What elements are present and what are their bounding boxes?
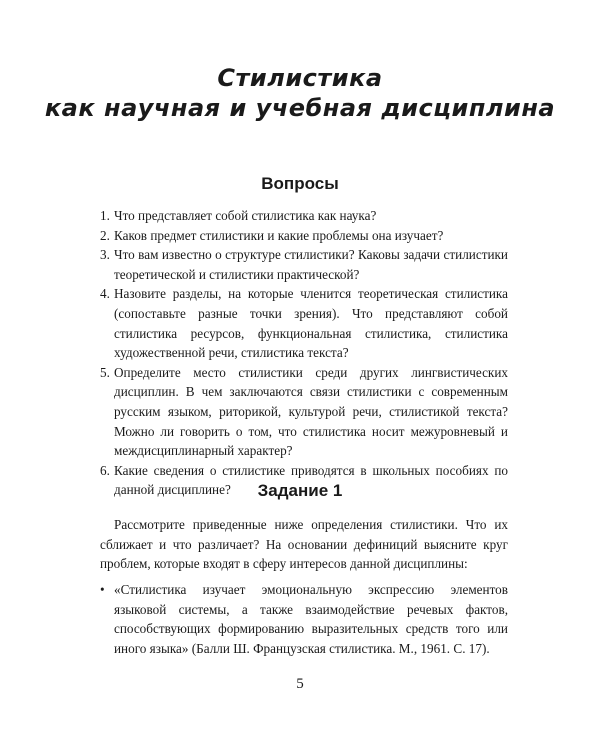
definitions-list <box>100 580 508 658</box>
question-text: Что представляет собой стилистика как наука? <box>114 208 377 223</box>
questions-list <box>100 206 508 500</box>
question-number: 1. <box>100 208 110 223</box>
question-number: 5. <box>100 364 110 380</box>
question-item <box>100 206 508 226</box>
question-number: 6. <box>100 462 110 478</box>
definition-item <box>100 580 508 658</box>
question-text: Определите место стилистики среди других лингвистических дисциплин. В чем заключаются связи стилистики с современным русским языком, риторикой, культурой речи, стилистикой текста? Можно ли говорить о том, что стилистика носит межуровневый и междисциплинарный характер? <box>114 364 508 459</box>
question-item <box>100 226 508 246</box>
question-text: Назовите разделы, на которые членится теоретическая стилистика (сопоставьте разные точки зрения). Что представляют собой стилистика ресурсов, функциональная стилистика, стилистика художественной речи, стилистика текста? <box>114 286 508 361</box>
question-item <box>100 245 508 284</box>
question-text: Каков предмет стилистики и какие проблемы она изучает? <box>114 227 444 243</box>
task-heading: Задание 1 <box>257 481 343 500</box>
chapter-title-line1: Стилистика <box>217 64 383 92</box>
question-text: Что вам известно о структуре стилистики? Каковы задачи стилистики теоретической и стилистики практической? <box>114 247 508 282</box>
task-paragraph: Рассмотрите приведенные ниже определения стилистики. Что их сближает и что различает? На основании дефиниций выясните круг проблем, которые входят в сферу интересов данной дисциплины: <box>100 517 508 572</box>
question-item <box>100 363 508 461</box>
questions-heading: Вопросы <box>261 174 339 193</box>
page-number: 5 <box>296 676 304 692</box>
question-number: 2. <box>100 227 110 243</box>
chapter-title-line2: как научная и учебная дисциплина <box>44 94 556 122</box>
definition-text: «Стилистика изучает эмоциональную экспрессию элементов языковой системы, а также взаимодействие речевых фактов, способствующих формированию выразительных средств того или иного языка» (Балли Ш. Французская стилистика. М., 1961. С. 17). <box>114 582 508 656</box>
question-number: 3. <box>100 247 110 263</box>
bullet-marker: • <box>100 582 105 597</box>
question-text: Какие сведения о стилистике приводятся в школьных пособиях по данной дисциплине? <box>114 462 508 498</box>
question-number: 4. <box>100 286 110 302</box>
question-item <box>100 284 508 362</box>
